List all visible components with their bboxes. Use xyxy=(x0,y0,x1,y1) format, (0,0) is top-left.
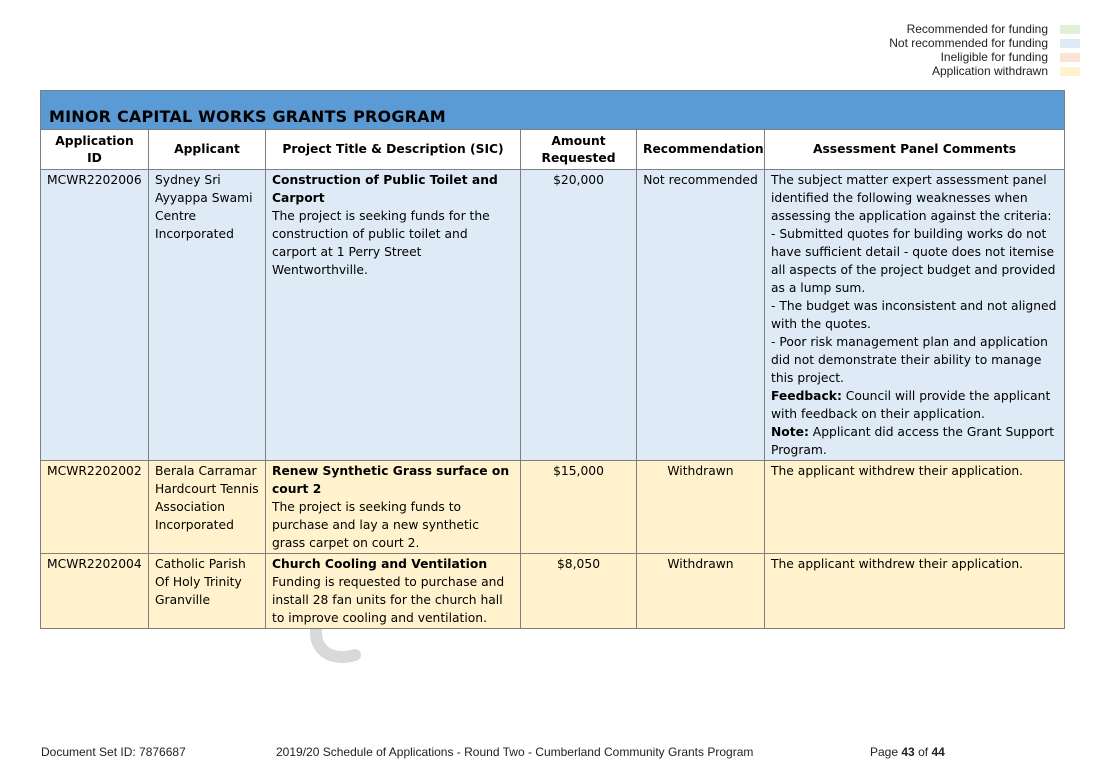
status-legend xyxy=(889,22,1080,78)
project-title: Church Cooling and Ventilation xyxy=(272,557,488,571)
page-of: of xyxy=(918,745,929,759)
legend-label: Not recommended for funding xyxy=(889,36,1048,50)
table-row xyxy=(41,554,1065,629)
cell-application-id: MCWR2202002 xyxy=(41,461,149,554)
comment-intro: The subject matter expert assessment panel identified the following weaknesses when assessing the application against the criteria: xyxy=(771,173,1052,223)
cell-comments: The applicant withdrew their application. xyxy=(765,554,1065,629)
header-amount-line2: Requested xyxy=(541,150,616,165)
page-current: 43 xyxy=(901,745,915,759)
legend-swatch-blue xyxy=(1060,39,1080,48)
project-description: The project is seeking funds for the construction of public toilet and carport at 1 Perry Street Wentworthville. xyxy=(272,209,490,277)
header-amount-line1: Amount xyxy=(551,133,606,148)
page-total: 44 xyxy=(931,745,945,759)
legend-item-ineligible xyxy=(889,50,1080,64)
footer-document-title: 2019/20 Schedule of Applications - Round Two - Cumberland Community Grants Program xyxy=(276,745,754,759)
cell-applicant: Berala Carramar Hardcourt Tennis Association Incorporated xyxy=(149,461,266,554)
cell-applicant: Catholic Parish Of Holy Trinity Granville xyxy=(149,554,266,629)
cell-recommendation: Not recommended xyxy=(637,170,765,461)
feedback-label: Feedback: xyxy=(771,389,842,403)
comment-point: - Submitted quotes for building works do not have sufficient detail - quote does not itemise all aspects of the project budget and provided as a lump sum. xyxy=(771,227,1056,295)
legend-item-not-recommended xyxy=(889,36,1080,50)
header-application-id: Application ID xyxy=(41,130,149,170)
legend-swatch-peach xyxy=(1060,53,1080,62)
cell-comments xyxy=(765,170,1065,461)
legend-item-withdrawn xyxy=(889,64,1080,78)
cell-amount: $15,000 xyxy=(521,461,637,554)
cell-application-id: MCWR2202004 xyxy=(41,554,149,629)
cell-comments: The applicant withdrew their application. xyxy=(765,461,1065,554)
cell-application-id: MCWR2202006 xyxy=(41,170,149,461)
note-label: Note: xyxy=(771,425,809,439)
cell-project xyxy=(266,554,521,629)
project-title: Renew Synthetic Grass surface on court 2 xyxy=(272,464,510,496)
project-description: Funding is requested to purchase and install 28 fan units for the church hall to improve cooling and ventilation. xyxy=(272,575,505,625)
table-title-row xyxy=(41,91,1065,130)
legend-label: Application withdrawn xyxy=(931,64,1048,78)
grants-table xyxy=(40,90,1065,629)
table-title-cell xyxy=(41,91,1065,130)
header-project: Project Title & Description (SIC) xyxy=(266,130,521,170)
legend-swatch-green xyxy=(1060,25,1080,34)
cell-project xyxy=(266,461,521,554)
header-applicant: Applicant xyxy=(149,130,266,170)
table-title: MINOR CAPITAL WORKS GRANTS PROGRAM xyxy=(49,107,446,126)
legend-swatch-yellow xyxy=(1060,67,1080,76)
footer-document-id: Document Set ID: 7876687 xyxy=(41,745,186,759)
cell-applicant: Sydney Sri Ayyappa Swami Centre Incorporated xyxy=(149,170,266,461)
cell-amount: $20,000 xyxy=(521,170,637,461)
table-row xyxy=(41,461,1065,554)
header-recommendation: Recommendation xyxy=(637,130,765,170)
project-title: Construction of Public Toilet and Carport xyxy=(272,173,498,205)
table-row xyxy=(41,170,1065,461)
cell-project xyxy=(266,170,521,461)
note-text: Applicant did access the Grant Support Program. xyxy=(771,425,1055,457)
cell-amount: $8,050 xyxy=(521,554,637,629)
header-comments: Assessment Panel Comments xyxy=(765,130,1065,170)
comment-point: - The budget was inconsistent and not aligned with the quotes. xyxy=(771,299,1057,331)
legend-item-recommended xyxy=(889,22,1080,36)
header-amount xyxy=(521,130,637,170)
legend-label: Recommended for funding xyxy=(906,22,1048,36)
footer-page-number xyxy=(870,745,945,759)
legend-label: Ineligible for funding xyxy=(940,50,1048,64)
cell-recommendation: Withdrawn xyxy=(637,461,765,554)
feedback-text: Council will provide the applicant with feedback on their application. xyxy=(771,389,1051,421)
page-prefix: Page xyxy=(870,745,899,759)
project-description: The project is seeking funds to purchase and lay a new synthetic grass carpet on court 2. xyxy=(272,500,479,550)
cell-recommendation: Withdrawn xyxy=(637,554,765,629)
table-header-row xyxy=(41,130,1065,170)
comment-point: - Poor risk management plan and application did not demonstrate their ability to manage this project. xyxy=(771,335,1048,385)
